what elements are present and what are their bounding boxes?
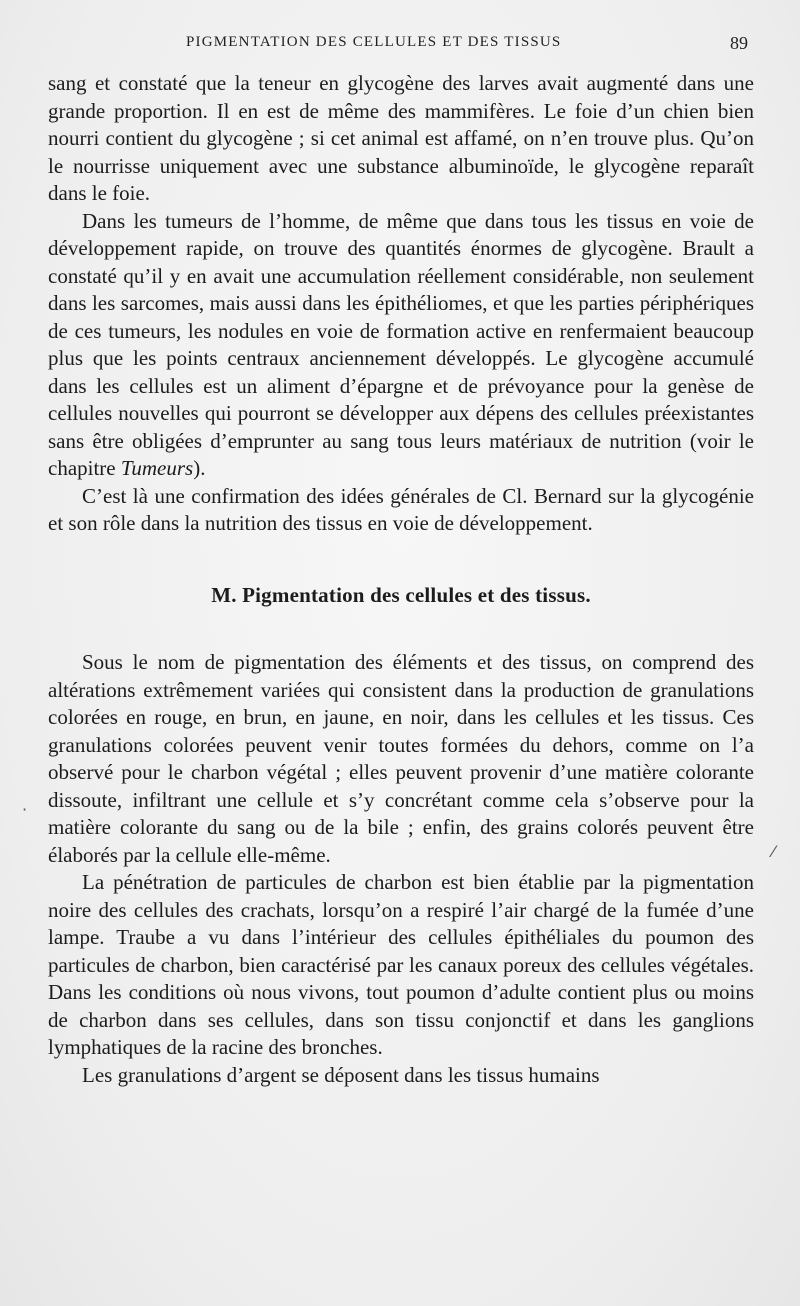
paragraph-charbon: La pénétration de particules de charbon est bien établie par la pigmentation noire des cellules des crachats, lorsqu’on a respiré l’air chargé de la fumée d’une lampe. Traube a vu dans l’intérieur des cellules épithéliales du poumon des particules de charbon, bien caractérisé par les canaux poreux des cellules végétales. Dans les conditions où nous vivons, tout poumon d’adulte contient plus ou moins de charbon dans ses cellules, dans son tissu conjonctif et dans les ganglions lymphatiques de la racine des bronches.	[48, 870, 754, 1059]
paragraph-pigmentation: Sous le nom de pigmentation des éléments et des tissus, on comprend des altérations extrêmement variées qui consistent dans la production de granulations colorées en rouge, en brun, en jaune, en noir, dans les cellules et les tissus. Ces granulations colorées peuvent venir toutes formées du dehors, comme on l’a observé pour le charbon végétal ; elles peuvent provenir d’une matière colorante dissoute, infiltrant une cellule et s’y concrétant comme cela s’observe pour la matière colorante du sang ou de la bile ; enfin, des grains colorés peuvent être élaborés par la cellule elle-même.	[48, 650, 754, 867]
pencil-mark: ⁄	[772, 842, 775, 861]
main-text	[48, 70, 754, 1089]
running-title: PIGMENTATION DES CELLULES ET DES TISSUS	[186, 34, 562, 50]
page-number: 89	[730, 33, 748, 53]
paragraph-text: Dans les tumeurs de l’homme, de même que dans tous les tissus en voie de développement rapide, on trouve des quantités énormes de glycogène. Brault a constaté qu’il y en avait une accumulation réellement considérable, non seulement dans les sarcomes, mais aussi dans les épithéliomes, et que les parties périphériques de ces tumeurs, les nodules en voie de formation active en renfermaient beaucoup plus que les points centraux anciennement développés. Le glycogène accumulé dans les cellules est un aliment d’épargne et de prévoyance pour la genèse de cellules nouvelles qui pourront se développer aux dépens des cellules préexistantes sans être obligées d’emprunter au sang tous leurs matériaux de nutrition (voir le chapitre	[48, 208, 754, 480]
paragraph-text-end: ).	[193, 456, 206, 480]
paragraph-continued: sang et constaté que la teneur en glycogène des larves avait augmenté dans une grande proportion. Il en est de même des mammifères. Le foie d’un chien bien nourri contient du glycogène ; si cet animal est affamé, on n’en trouve plus. Qu’on le nourrisse uniquement avec une substance albuminoïde, le glycogène reparaît dans le foie.	[48, 71, 754, 205]
margin-dot: ·	[22, 800, 28, 819]
paragraph-argent: Les granulations d’argent se déposent dans les tissus humains	[82, 1062, 600, 1087]
paragraph-tumeurs	[48, 208, 754, 483]
section-heading: M. Pigmentation des cellules et des tissus.	[211, 582, 591, 607]
paragraph-bernard: C’est là une confirmation des idées générales de Cl. Bernard sur la glycogénie et son rôle dans la nutrition des tissus en voie de développement.	[48, 483, 754, 535]
italic-reference: Tumeurs	[120, 456, 194, 480]
